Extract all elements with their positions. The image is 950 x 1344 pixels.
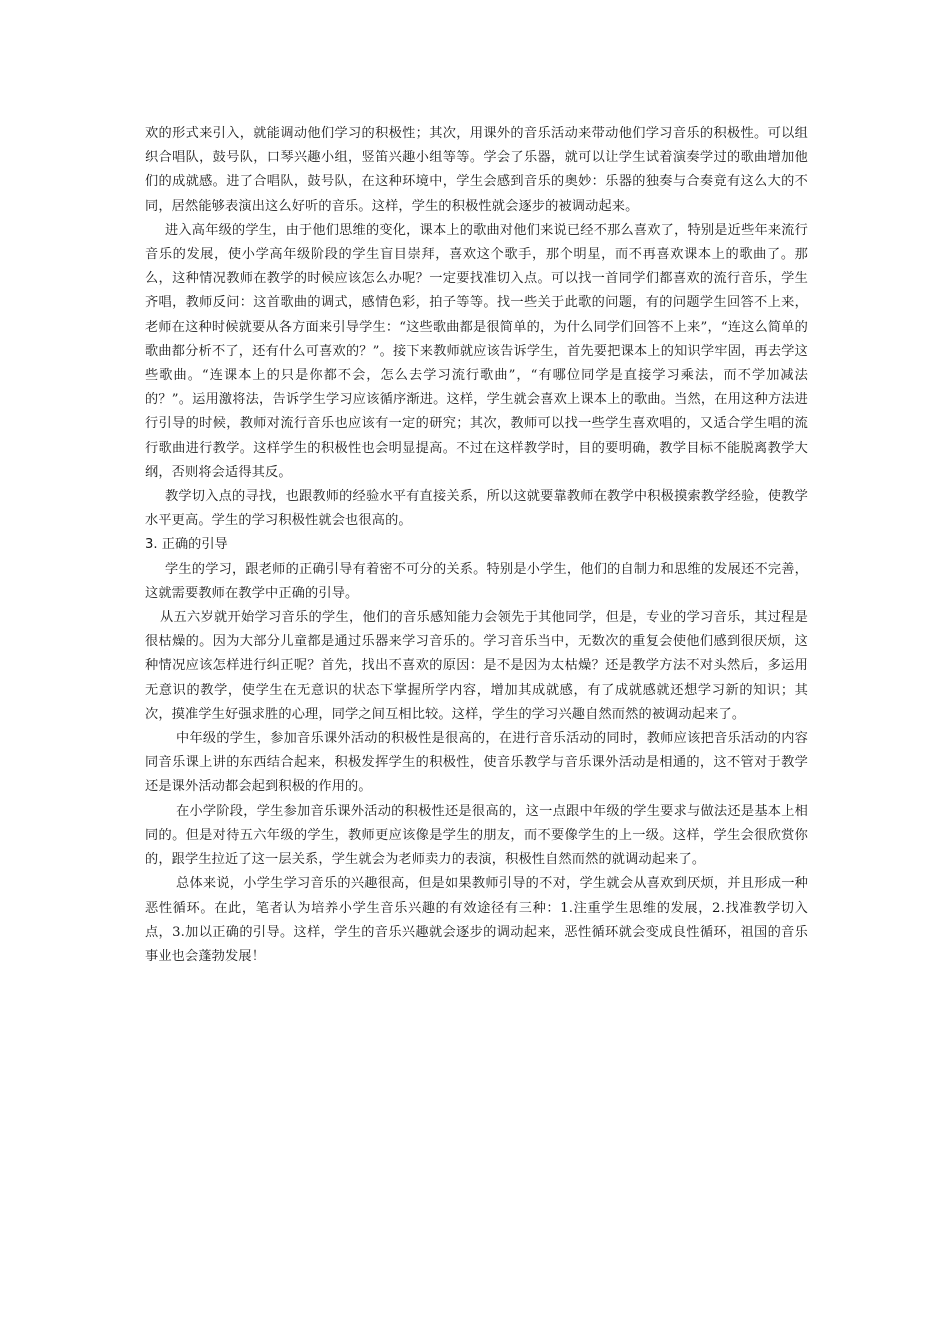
paragraph-continued: 欢的形式来引入，就能调动他们学习的积极性；其次，用课外的音乐活动来带动他们学习音乐的积极性。可以组织合唱队，鼓号队，口琴兴趣小组，竖笛兴趣小组等等。学会了乐器，就可以让学生试着演奏学过的歌曲增加他们的成就感。进了合唱队，鼓号队，在这种环境中，学生会感到音乐的奥妙：乐器的独奏与合奏竟有这么大的不同，居然能够表演出这么好听的音乐。这样，学生的积极性就会逐步的被调动起来。 [145,126,808,214]
section-heading: 3. 正确的引导 [145,537,228,553]
paragraph-primary-stage: 在小学阶段，学生参加音乐课外活动的积极性还是很高的，这一点跟中年级的学生要求与做法还是基本上相同的。但是对待五六年级的学生，教师更应该像是学生的朋友，而不要像学生的上一级。这样，学生会很欣赏你的，跟学生拉近了这一层关系，学生就会为老师卖力的表演，积极性自然而然的就调动起来了。 [145,803,808,868]
paragraph-conclusion: 总体来说，小学生学习音乐的兴趣很高，但是如果教师引导的不对，学生就会从喜欢到厌烦，并且形成一种恶性循环。在此，笔者认为培养小学生音乐兴趣的有效途径有三种：1.注重学生思维的发展，2.找准教学切入点，3.加以正确的引导。这样，学生的音乐兴趣就会逐步的调动起来，恶性循环就会变成良性循环，祖国的音乐事业也会蓬勃发展！ [145,876,808,964]
paragraph-guidance-intro: 学生的学习，跟老师的正确引导有着密不可分的关系。特别是小学生，他们的自制力和思维的发展还不完善，这就需要教师在教学中正确的引导。 [145,561,808,601]
paragraph-early-learners: 从五六岁就开始学习音乐的学生，他们的音乐感知能力会领先于其他同学，但是，专业的学习音乐，其过程是很枯燥的。因为大部分儿童都是通过乐器来学习音乐的。学习音乐当中，无数次的重复会使他们感到很厌烦，这种情况应该怎样进行纠正呢？首先，找出不喜欢的原因：是不是因为太枯燥？还是教学方法不对头然后，多运用无意识的教学，使学生在无意识的状态下掌握所学内容，增加其成就感，有了成就感就还想学习新的知识；其次，摸准学生好强求胜的心理，同学之间互相比较。这样，学生的学习兴趣自然而然的被调动起来了。 [145,610,808,722]
paragraph-senior-grade: 进入高年级的学生，由于他们思维的变化，课本上的歌曲对他们来说已经不那么喜欢了，特别是近些年来流行音乐的发展，使小学高年级阶段的学生盲目崇拜，喜欢这个歌手，那个明星，而不再喜欢课本上的歌曲了。那么，这种情况教师在教学的时候应该怎么办呢？一定要找准切入点。可以找一首同学们都喜欢的流行音乐，学生齐唱，教师反问：这首歌曲的调式，感情色彩，拍子等等。找一些关于此歌的问题，有的问题学生回答不上来，老师在这种时候就要从各方面来引导学生：“这些歌曲都是很简单的，为什么同学们回答不上来”，“连这么简单的歌曲都分析不了，还有什么可喜欢的？”。接下来教师就应该告诉学生，首先要把课本上的知识学牢固，再去学这些歌曲。“连课本上的只是你都不会，怎么去学习流行歌曲”，“有哪位同学是直接学习乘法，而不学加减法的？”。运用激将法，告诉学生学习应该循序渐进。这样，学生就会喜欢上课本上的歌曲。当然，在用这种方法进行引导的时候，教师对流行音乐也应该有一定的研究；其次，教师可以找一些学生喜欢唱的，又适合学生唱的流行歌曲进行教学。这样学生的积极性也会明显提高。不过在这样教学时，目的要明确，教学目标不能脱离教学大纲，否则将会适得其反。 [145,222,808,480]
document-page [145,122,808,969]
paragraph-middle-grade: 中年级的学生，参加音乐课外活动的积极性是很高的，在进行音乐活动的同时，教师应该把音乐活动的内容同音乐课上讲的东西结合起来，积极发挥学生的积极性，使音乐教学与音乐课外活动是相通的，这不管对于教学还是课外活动都会起到积极的作用的。 [145,731,808,795]
paragraph-entry-point: 教学切入点的寻找，也跟教师的经验水平有直接关系，所以这就要靠教师在教学中积极摸索教学经验，使教学水平更高。学生的学习积极性就会也很高的。 [145,489,808,529]
